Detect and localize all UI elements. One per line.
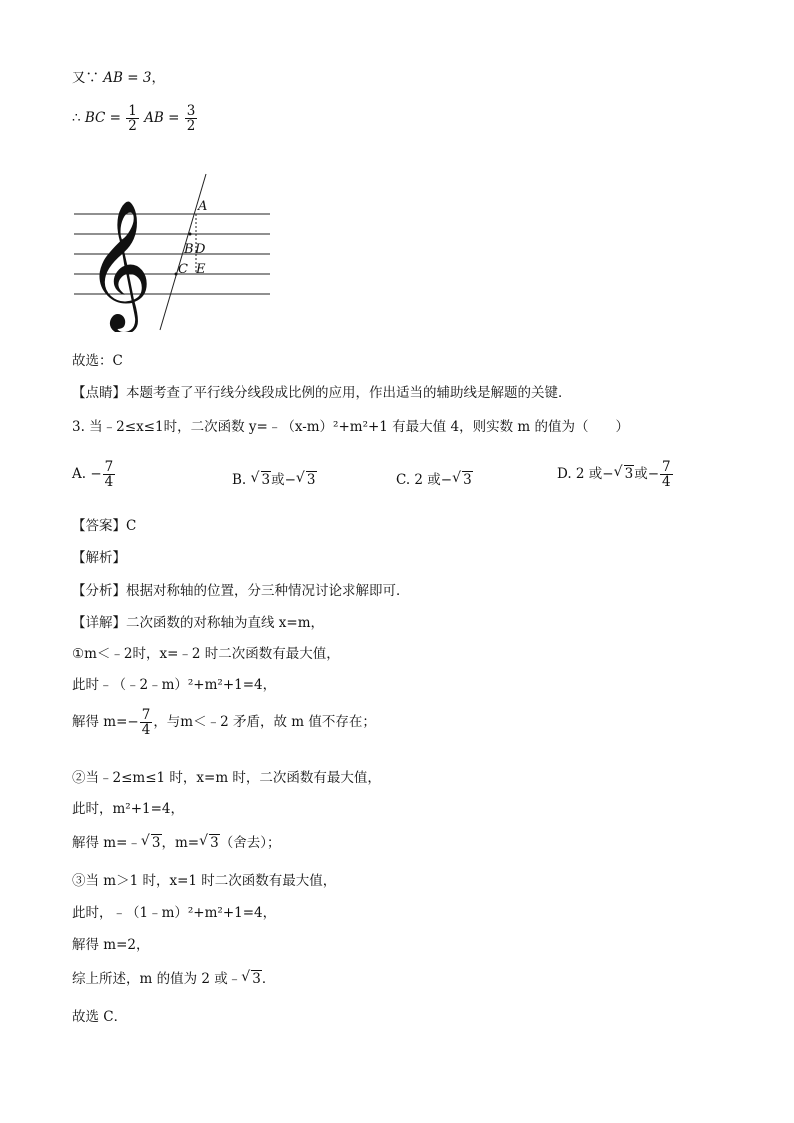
option-c (396, 468, 473, 488)
option-b-sqrt-1: √ 3 (252, 472, 272, 488)
label-c: C (178, 262, 188, 277)
step-bc (72, 104, 198, 133)
label-e: E (196, 262, 206, 277)
half-den: 2 (128, 118, 137, 135)
step-ab-prefix: 又∵ (72, 70, 99, 86)
option-a-sign: − (90, 466, 102, 483)
case-1: ①m＜﹣2时，x=﹣2 时二次函数有最大值， (72, 646, 340, 662)
case-1-solution: 解得 m=− $\frac{7}{4}$ ，与m＜﹣2 矛盾，故 m 值不存在； (72, 707, 376, 739)
point-b (189, 233, 192, 236)
option-c-label: C. 2 或− (396, 472, 453, 488)
option-a-label: A. (72, 466, 87, 483)
option-b-label: B. (232, 472, 247, 488)
case-2: ②当﹣2≤m≤1 时，x=m 时，二次函数有最大值， (72, 770, 381, 786)
option-d-label: D. 2 或− (557, 466, 614, 483)
option-a-den: 4 (104, 474, 114, 491)
option-a (72, 460, 116, 489)
option-a-fraction (103, 460, 116, 489)
bc-lhs: BC = (84, 110, 121, 127)
step-ab-suffix: ， (151, 70, 165, 86)
analysis-detail: 【详解】二次函数的对称轴为直线 x=m， (72, 615, 325, 631)
label-d: D (195, 242, 206, 257)
question-3: 3. 当﹣2≤x≤1时，二次函数 y=﹣（x-m）²+m²+1 有最大值 4，则实数 m 的值为（ ） (72, 419, 629, 435)
case-3-solution: 解得 m=2， (72, 937, 150, 953)
treble-clef-icon: 𝄞 (86, 199, 153, 329)
case-3-equation: 此时，﹣（1﹣m）²+m²+1=4， (72, 905, 277, 921)
therefore-symbol: ∴ (72, 110, 81, 127)
option-d-den: 4 (662, 474, 671, 491)
case-1-fraction: $\frac{7}{4}$ (141, 707, 151, 739)
step-ab-expr: AB = 3 (103, 70, 152, 86)
half-fraction (126, 104, 139, 133)
answer: 【答案】C (72, 518, 137, 534)
step-ab (72, 66, 165, 86)
label-b: B (184, 242, 194, 257)
option-a-num: 7 (104, 459, 114, 475)
final-choice: 故选 C． (72, 1009, 128, 1025)
option-d-sqrt: √ 3 (615, 466, 635, 482)
result-num: 3 (186, 103, 196, 119)
option-b-sqrt-2: √ 3 (297, 472, 317, 488)
half-num: 1 (128, 103, 137, 119)
summary: 综上所述，m 的值为 2 或﹣√ 3． (72, 967, 275, 987)
option-d-or: 或− (634, 466, 660, 483)
summary-sqrt: √ 3 (242, 971, 262, 987)
option-d-fraction (660, 460, 673, 489)
comment-dianjing: 【点睛】本题考查了平行线分线段成比例的应用，作出适当的辅助线是解题的关键． (72, 385, 572, 401)
result-den: 2 (186, 118, 196, 135)
ab-term: AB = (144, 110, 180, 127)
analysis-title: 【解析】 (72, 550, 126, 566)
point-c (175, 273, 178, 276)
case-1-equation: 此时﹣（﹣2﹣m）²+m²+1=4， (72, 677, 277, 693)
option-b (232, 468, 317, 488)
result-fraction (185, 104, 198, 133)
case-2-sqrt-2: √ 3 (200, 835, 220, 851)
label-a: A (198, 199, 208, 214)
case-2-solution: 解得 m=﹣√ 3，m=√ 3（舍去）； (72, 831, 280, 851)
choice-c: 故选：C (72, 353, 123, 369)
case-3: ③当 m＞1 时，x=1 时二次函数有最大值， (72, 873, 337, 889)
option-c-sqrt: √ 3 (453, 472, 473, 488)
option-d (557, 460, 674, 489)
music-staff-figure (74, 172, 274, 332)
case-2-sqrt-1: √ 3 (142, 835, 162, 851)
option-b-or: 或− (271, 472, 296, 488)
case-2-equation: 此时，m²+1=4， (72, 801, 185, 817)
option-d-num: 7 (662, 459, 671, 475)
analysis-fenxi: 【分析】根据对称轴的位置，分三种情况讨论求解即可． (72, 583, 410, 599)
